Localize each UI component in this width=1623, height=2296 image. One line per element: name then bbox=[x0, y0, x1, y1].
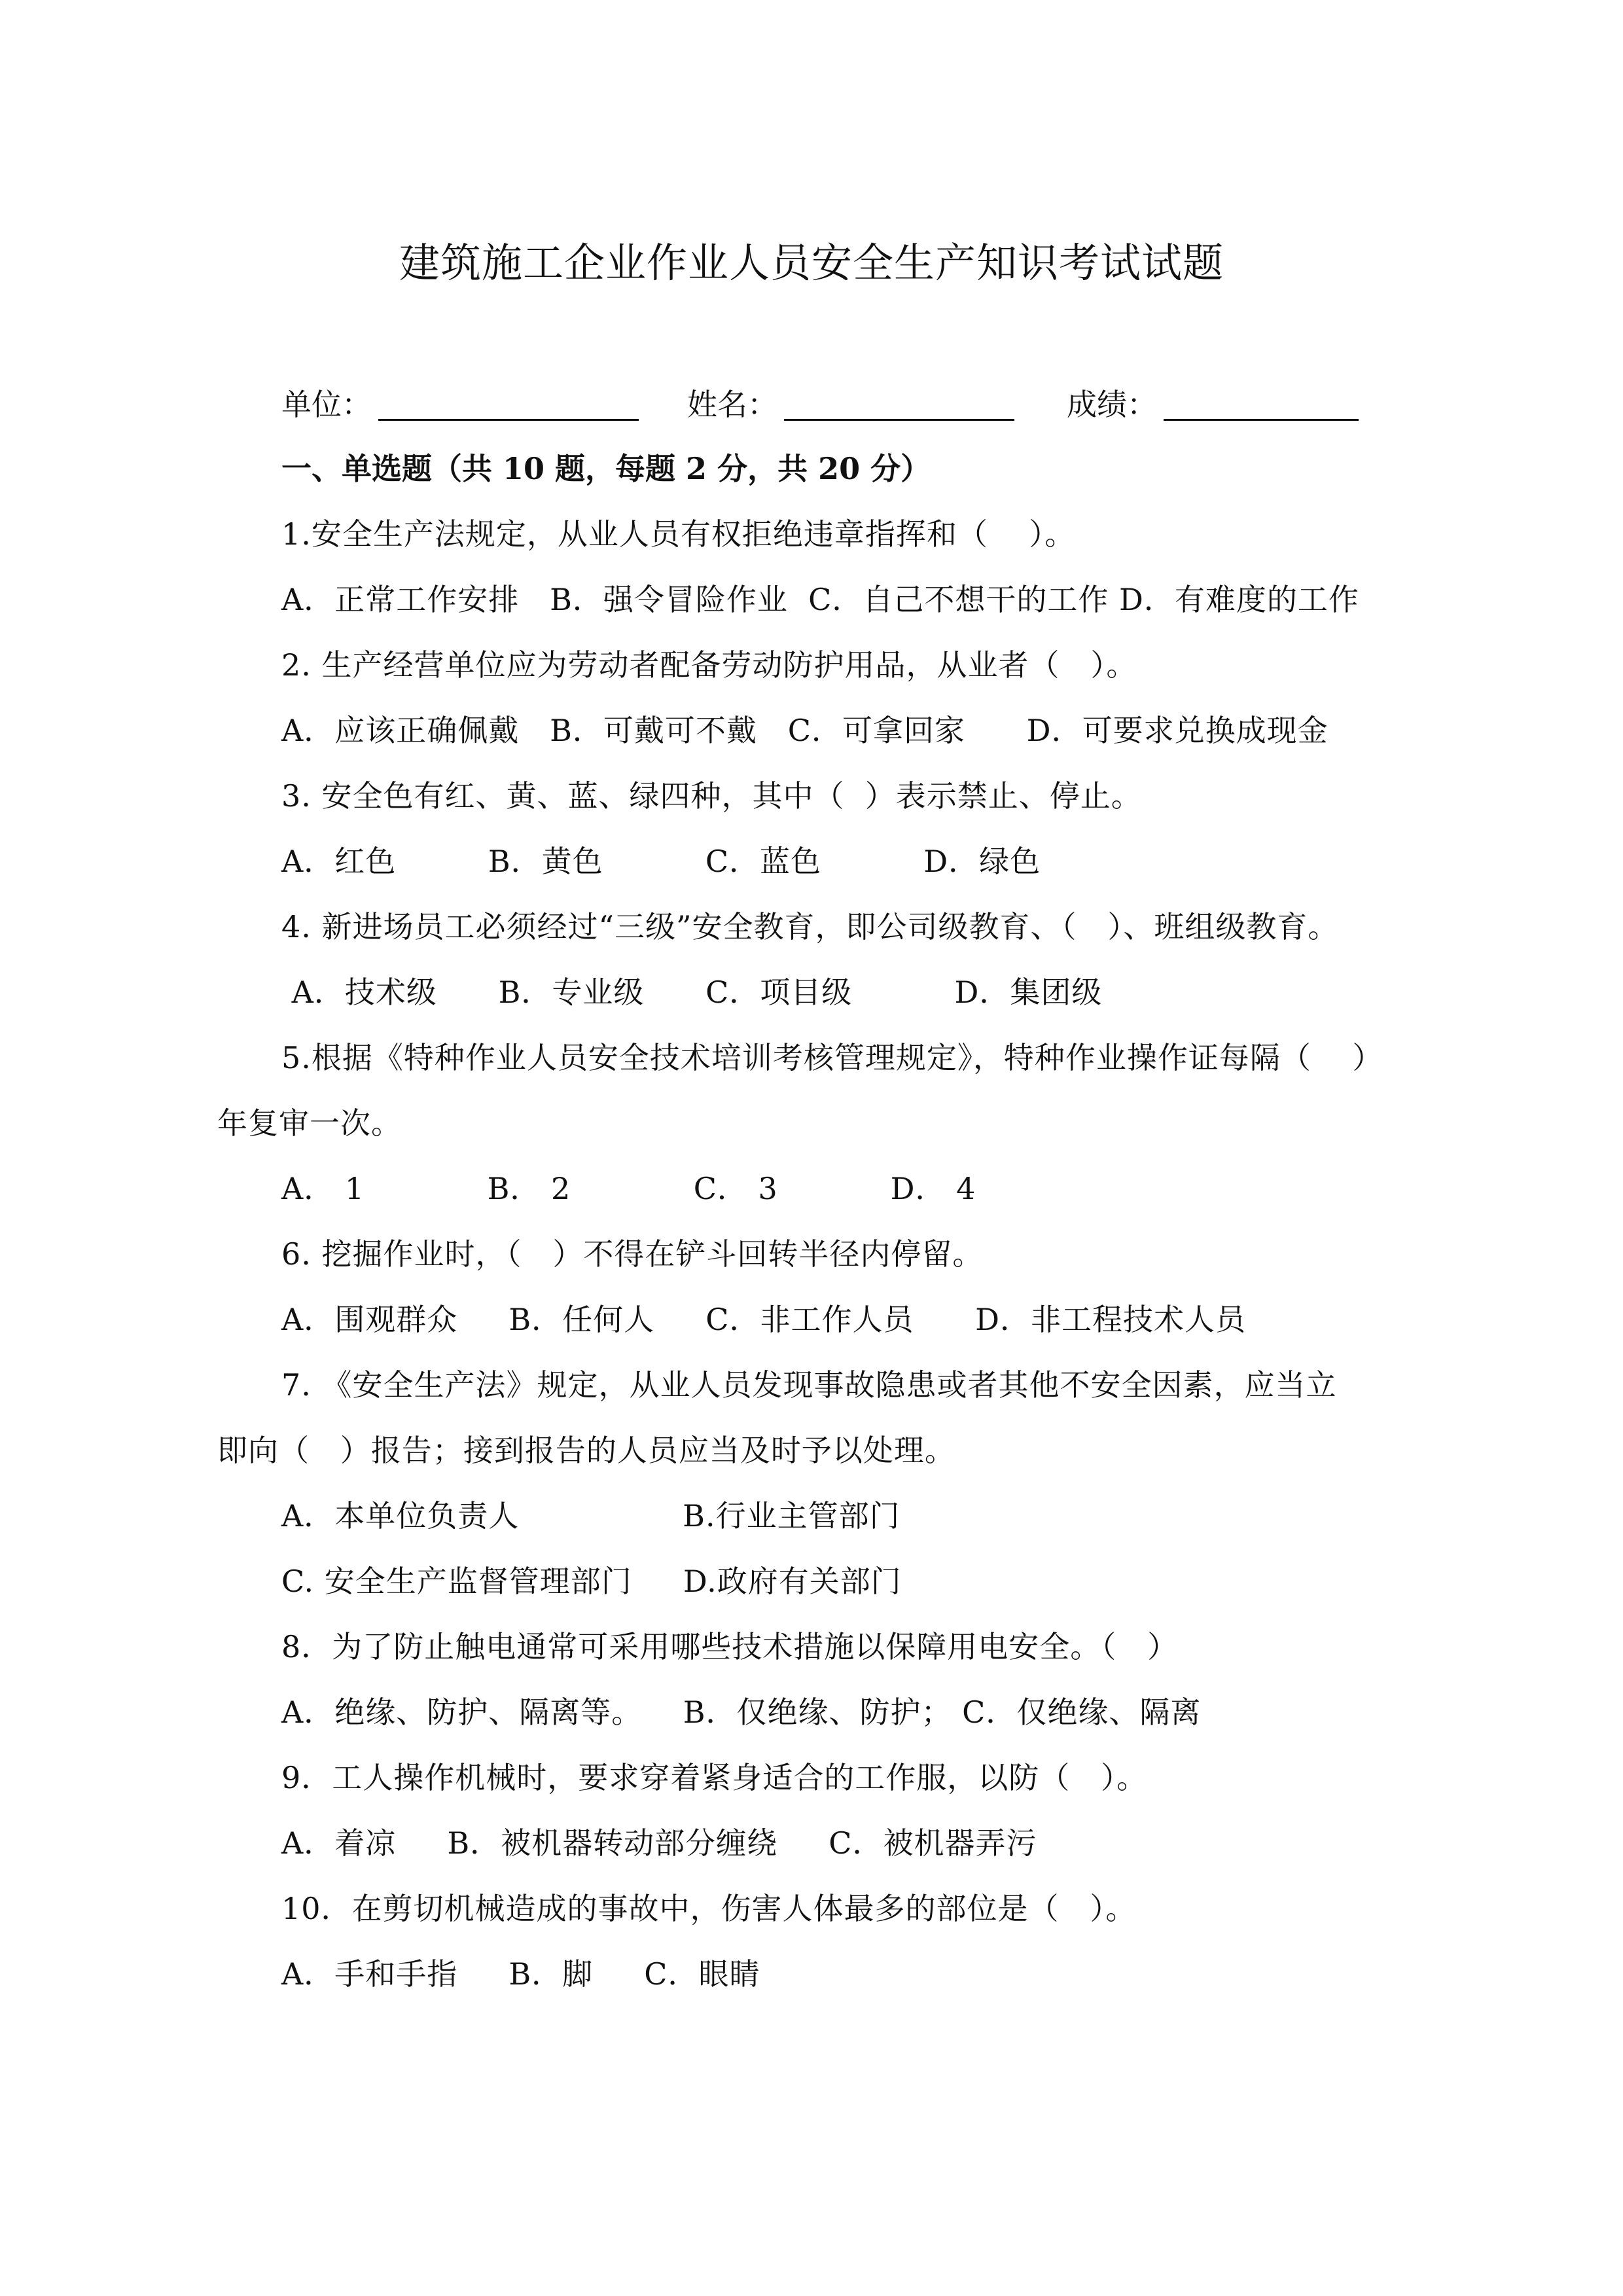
question-3-stem: 3. 安全色有红、黄、蓝、绿四种，其中（ ）表示禁止、停止。 bbox=[281, 778, 1142, 814]
document-title: 建筑施工企业作业人员安全生产知识考试试题 bbox=[399, 239, 1224, 287]
info-row bbox=[0, 378, 1623, 431]
name-label: 姓名： bbox=[687, 387, 777, 422]
question-4-stem: 4. 新进场员工必须经过“三级”安全教育，即公司级教育、（ ）、班组级教育。 bbox=[281, 909, 1339, 944]
question-3-options: A．红色 B．黄色 C．蓝色 D．绿色 bbox=[281, 844, 1041, 879]
question-8-options: A．绝缘、防护、隔离等。 B．仅绝缘、防护； C．仅绝缘、隔离 bbox=[281, 1695, 1202, 1730]
question-7-options-1: A．本单位负责人 B.行业主管部门 bbox=[281, 1498, 901, 1534]
question-7-options-2: C. 安全生产监督管理部门 D.政府有关部门 bbox=[281, 1564, 902, 1599]
question-10-stem: 10．在剪切机械造成的事故中，伤害人体最多的部位是（ ）。 bbox=[281, 1891, 1137, 1926]
question-2-options: A．应该正确佩戴 B．可戴可不戴 C．可拿回家 D．可要求兑换成现金 bbox=[281, 713, 1329, 748]
question-9-stem: 9．工人操作机械时，要求穿着紧身适合的工作服，以防（ ）。 bbox=[281, 1760, 1148, 1795]
question-5-options: A． 1 B． 2 C． 3 D． 4 bbox=[281, 1171, 976, 1206]
question-1-stem: 1.安全生产法规定，从业人员有权拒绝违章指挥和（ ）。 bbox=[281, 516, 1076, 552]
question-8-stem: 8．为了防止触电通常可采用哪些技术措施以保障用电安全。（ ） bbox=[281, 1629, 1179, 1664]
question-1-options: A．正常工作安排 B．强令冒险作业 C．自己不想干的工作 D．有难度的工作 bbox=[281, 582, 1359, 617]
name-blank-line bbox=[784, 419, 1014, 421]
unit-label: 单位： bbox=[281, 387, 372, 422]
question-7-stem: 7. 《安全生产法》规定，从业人员发现事故隐患或者其他不安全因素，应当立 bbox=[281, 1367, 1337, 1403]
unit-blank-line bbox=[378, 419, 639, 421]
score-label: 成绩： bbox=[1067, 387, 1157, 422]
question-6-options: A．围观群众 B．任何人 C．非工作人员 D．非工程技术人员 bbox=[281, 1302, 1247, 1337]
question-2-stem: 2. 生产经营单位应为劳动者配备劳动防护用品，从业者（ ）。 bbox=[281, 647, 1137, 683]
question-9-options: A．着凉 B．被机器转动部分缠绕 C．被机器弄污 bbox=[281, 1825, 1037, 1861]
question-7-stem-cont: 即向（ ）报告；接到报告的人员应当及时予以处理。 bbox=[217, 1433, 955, 1468]
score-blank-line bbox=[1164, 419, 1359, 421]
section-heading: 一、单选题（共 10 题，每题 2 分，共 20 分） bbox=[281, 451, 931, 486]
question-10-options: A．手和手指 B．脚 C．眼睛 bbox=[281, 1956, 760, 1992]
question-5-stem: 5.根据《特种作业人员安全技术培训考核管理规定》，特种作业操作证每隔（ ） bbox=[281, 1040, 1383, 1075]
question-4-options: A．技术级 B．专业级 C．项目级 D．集团级 bbox=[281, 975, 1103, 1010]
question-6-stem: 6. 挖掘作业时，（ ）不得在铲斗回转半径内停留。 bbox=[281, 1236, 984, 1272]
question-5-stem-cont: 年复审一次。 bbox=[217, 1105, 402, 1141]
